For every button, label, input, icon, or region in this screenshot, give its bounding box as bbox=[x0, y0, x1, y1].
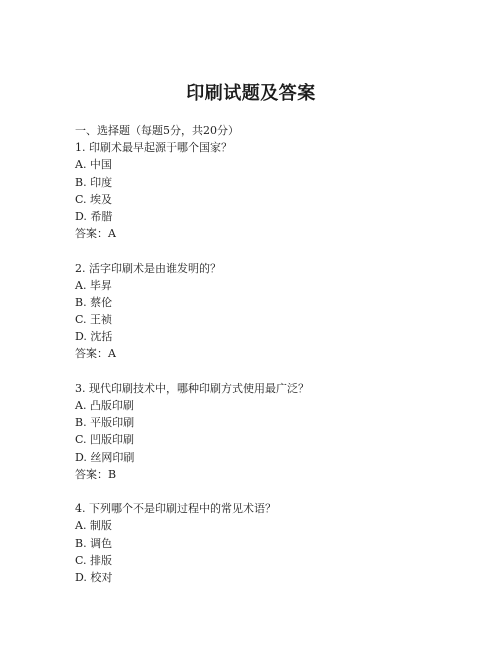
document-title: 印刷试题及答案 bbox=[186, 83, 316, 104]
question-option: A. 制版 bbox=[75, 519, 112, 533]
question-option: B. 蔡伦 bbox=[75, 295, 113, 309]
question-answer: 答案：B bbox=[75, 467, 117, 481]
question-option: D. 丝网印刷 bbox=[75, 450, 135, 464]
question-option: C. 王祯 bbox=[75, 313, 113, 327]
question-stem: 3. 现代印刷技术中，哪种印刷方式使用最广泛？ bbox=[75, 381, 309, 395]
question-option: C. 埃及 bbox=[75, 192, 113, 206]
spacer bbox=[75, 242, 455, 259]
question-block bbox=[75, 380, 455, 483]
question-option: D. 校对 bbox=[75, 570, 113, 584]
question-option: C. 排版 bbox=[75, 553, 113, 567]
question-block bbox=[75, 500, 455, 586]
question-option: D. 希腊 bbox=[75, 209, 113, 223]
question-option: A. 毕昇 bbox=[75, 278, 112, 292]
question-option: C. 凹版印刷 bbox=[75, 433, 135, 447]
question-stem: 1. 印刷术最早起源于哪个国家？ bbox=[75, 141, 232, 155]
question-stem: 4. 下列哪个不是印刷过程中的常见术语？ bbox=[75, 502, 276, 516]
question-option: A. 凸版印刷 bbox=[75, 399, 134, 412]
section-heading: 一、选择题（每题5分，共20分） bbox=[75, 124, 239, 137]
question-stem: 2. 活字印刷术是由谁发明的？ bbox=[75, 261, 221, 275]
question-answer: 答案：A bbox=[75, 227, 116, 241]
question-block bbox=[75, 139, 455, 242]
question-answer: 答案：A bbox=[75, 347, 116, 361]
spacer bbox=[75, 363, 455, 380]
question-option: A. 中国 bbox=[75, 158, 112, 172]
question-option: B. 印度 bbox=[75, 175, 113, 189]
document-body bbox=[75, 122, 455, 586]
question-option: B. 平版印刷 bbox=[75, 416, 135, 430]
question-block bbox=[75, 260, 455, 363]
question-option: B. 调色 bbox=[75, 536, 113, 550]
spacer bbox=[75, 483, 455, 500]
question-option: D. 沈括 bbox=[75, 330, 113, 344]
